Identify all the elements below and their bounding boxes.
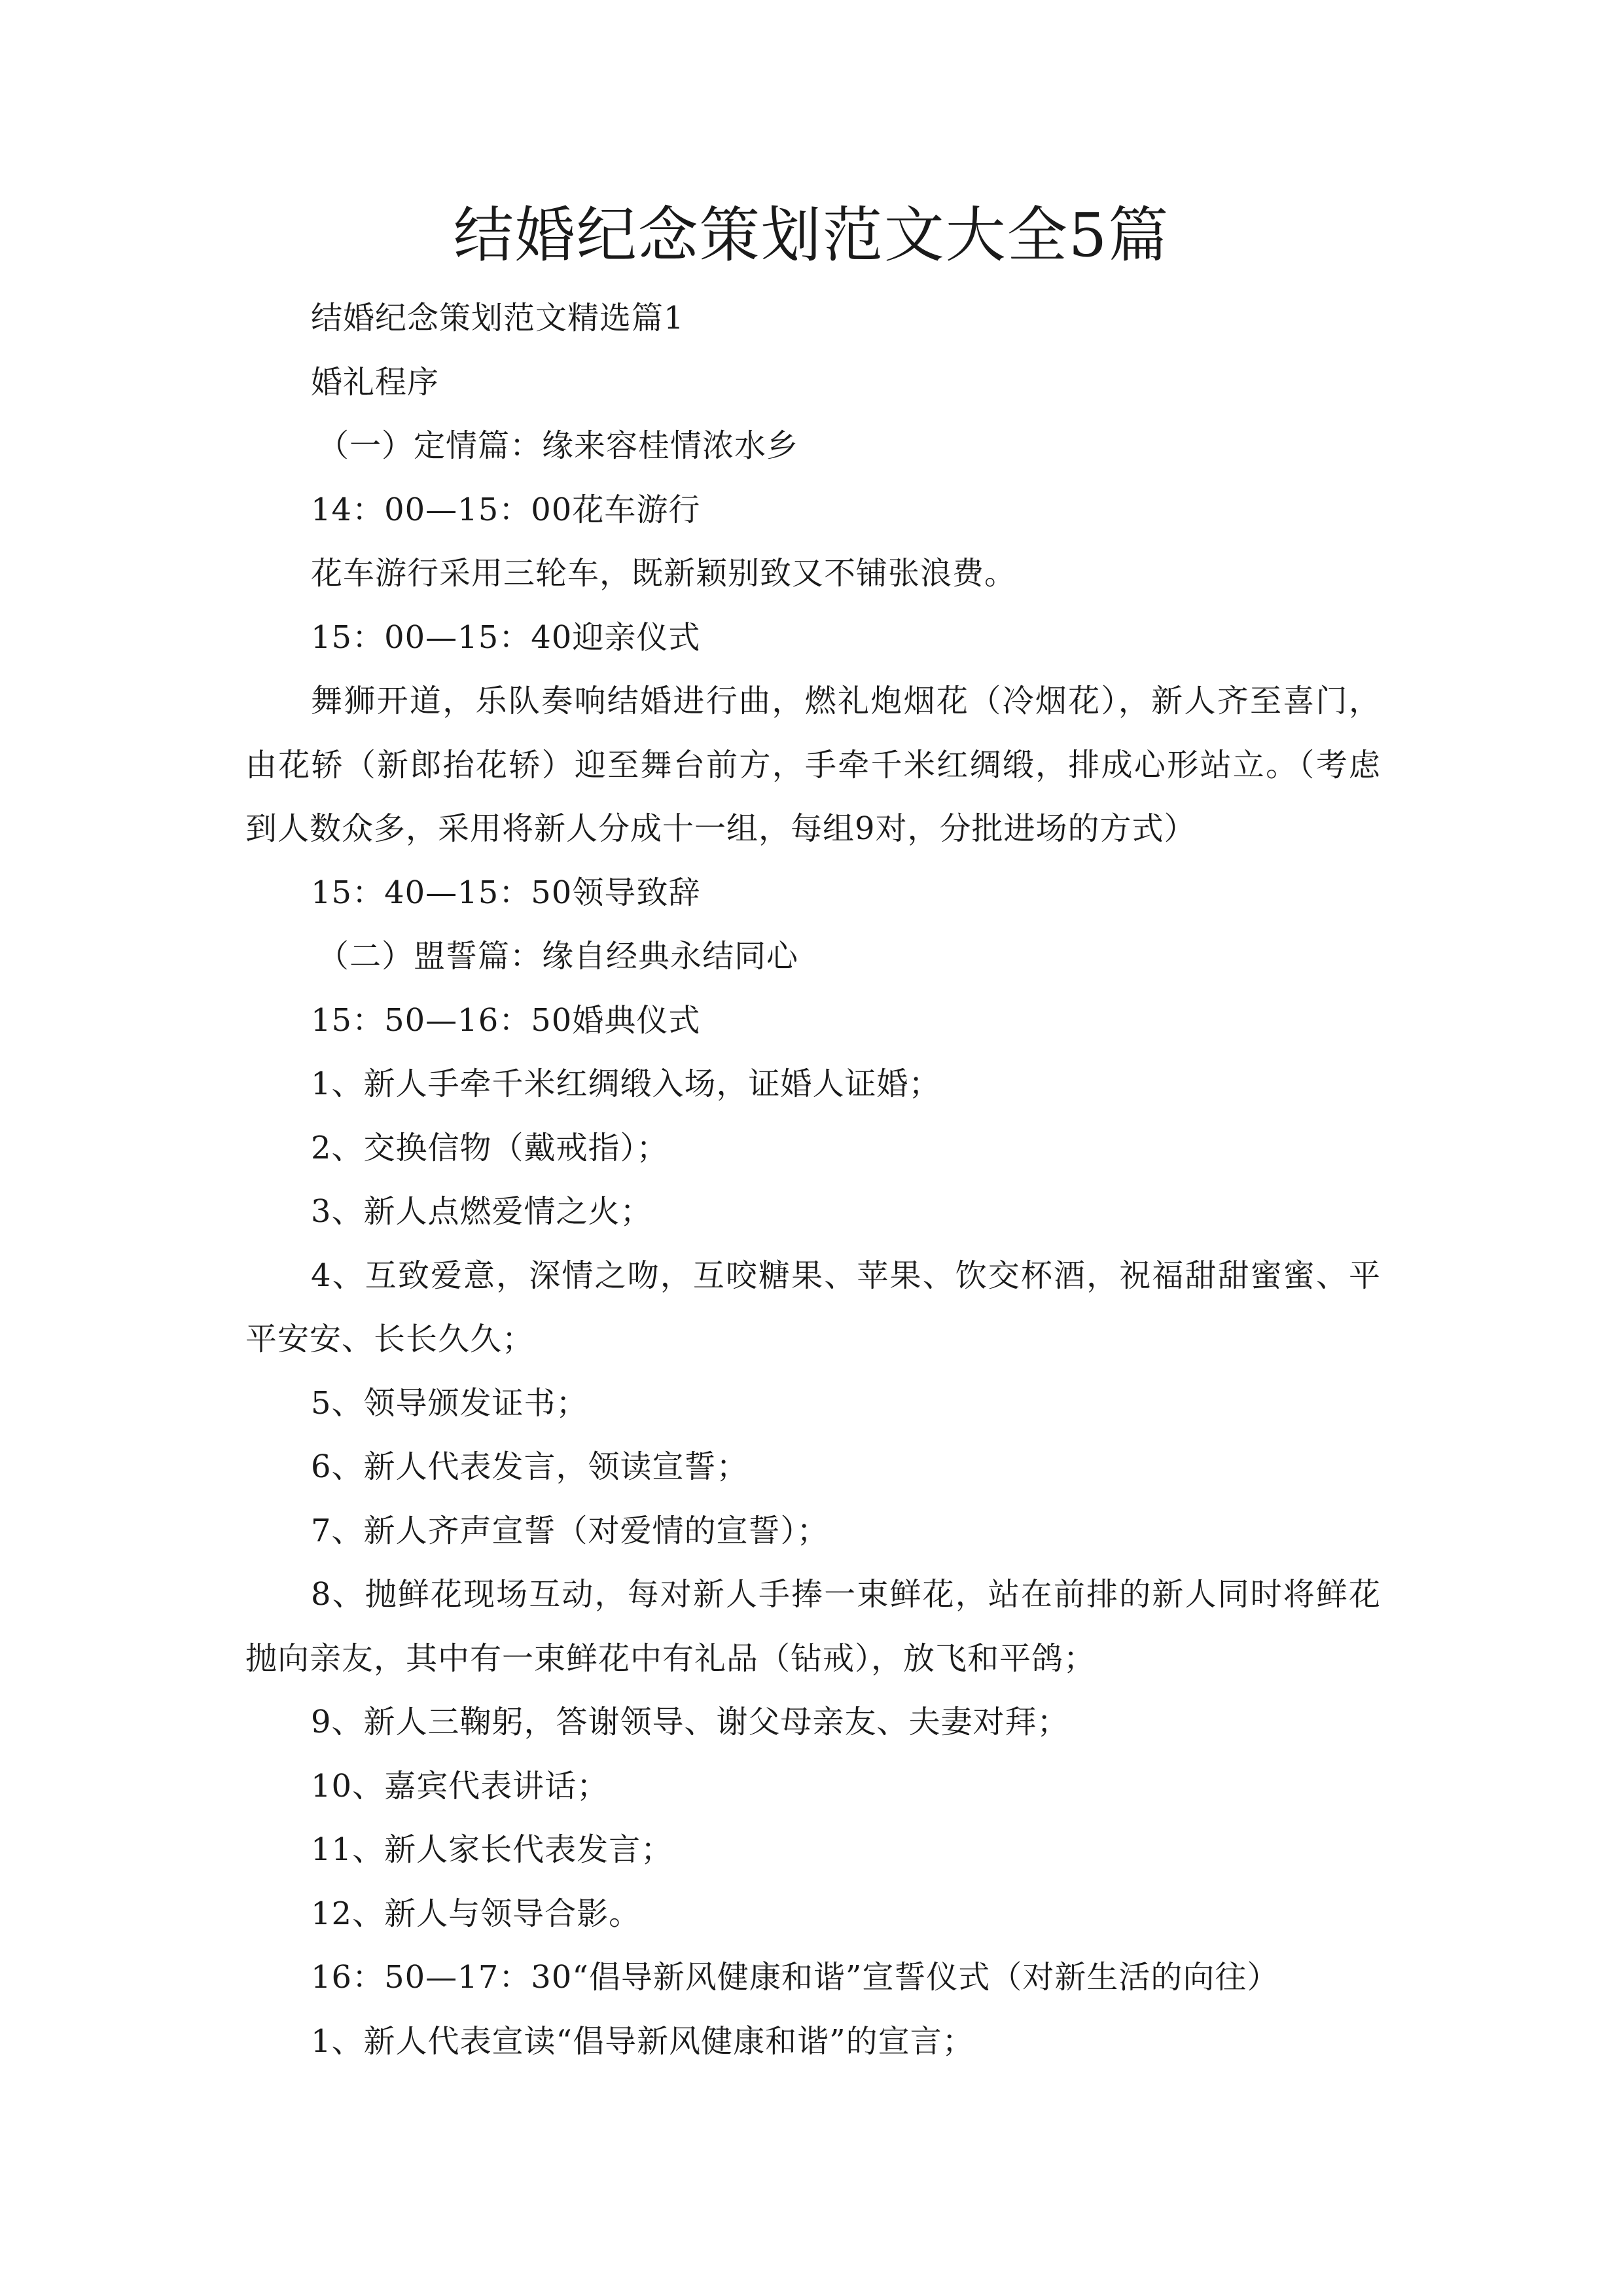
list-item: 10、嘉宾代表讲话； bbox=[311, 1767, 609, 1804]
paragraph: 婚礼程序 bbox=[311, 363, 440, 401]
list-item: 2、交换信物（戴戒指）； bbox=[311, 1129, 669, 1166]
list-item: 1、新人代表宣读“倡导新风健康和谐”的宣言； bbox=[311, 2022, 974, 2060]
list-item: 12、新人与领导合影。 bbox=[311, 1895, 641, 1932]
list-item: 8、抛鲜花现场互动，每对新人手捧一束鲜花，站在前排的新人同时将鲜花抛向亲友，其中有一束鲜花中有礼品（钻戒），放飞和平鸽； bbox=[245, 1576, 1381, 1677]
list-item: 4、互致爱意，深情之吻，互咬糖果、苹果、饮交杯酒，祝福甜甜蜜蜜、平平安安、长长久久； bbox=[245, 1257, 1381, 1357]
list-item: 9、新人三鞠躬，答谢领导、谢父母亲友、夫妻对拜； bbox=[311, 1704, 1069, 1740]
list-item: 3、新人点燃爱情之火； bbox=[311, 1193, 652, 1230]
subsection-heading: （二）盟誓篇：缘自经典永结同心 bbox=[317, 938, 799, 975]
schedule-item: 16：50—17：30“倡导新风健康和谐”宣誓仪式（对新生活的向往） bbox=[311, 1959, 1279, 1996]
paragraph: 舞狮开道，乐队奏响结婚进行曲，燃礼炮烟花（冷烟花），新人齐至喜门，由花轿（新郎抬花轿）迎至舞台前方，手牵千米红绸缎，排成心形站立。（考虑到人数众多，采用将新人分成十一组，每组9对，分批进场的方式） bbox=[245, 683, 1381, 847]
schedule-item: 15：00—15：40迎亲仪式 bbox=[311, 619, 701, 656]
document-body bbox=[245, 287, 1381, 2073]
list-item: 11、新人家长代表发言； bbox=[311, 1831, 673, 1868]
section-heading: 结婚纪念策划范文精选篇1 bbox=[311, 300, 685, 336]
document-title: 结婚纪念策划范文大全5篇 bbox=[453, 200, 1170, 270]
list-item: 1、新人手牵千米红绸缎入场，证婚人证婚； bbox=[311, 1066, 941, 1102]
list-item: 6、新人代表发言，领读宣誓； bbox=[311, 1448, 749, 1485]
paragraph: 花车游行采用三轮车，既新颖别致又不铺张浪费。 bbox=[311, 555, 1017, 592]
list-item: 5、领导颁发证书； bbox=[311, 1384, 588, 1422]
subsection-heading: （一）定情篇：缘来容桂情浓水乡 bbox=[317, 427, 799, 464]
schedule-item: 15：50—16：50婚典仪式 bbox=[311, 1001, 701, 1039]
schedule-item: 14：00—15：00花车游行 bbox=[311, 491, 701, 528]
list-item: 7、新人齐声宣誓（对爱情的宣誓）； bbox=[311, 1512, 829, 1549]
schedule-item: 15：40—15：50领导致辞 bbox=[311, 874, 701, 911]
